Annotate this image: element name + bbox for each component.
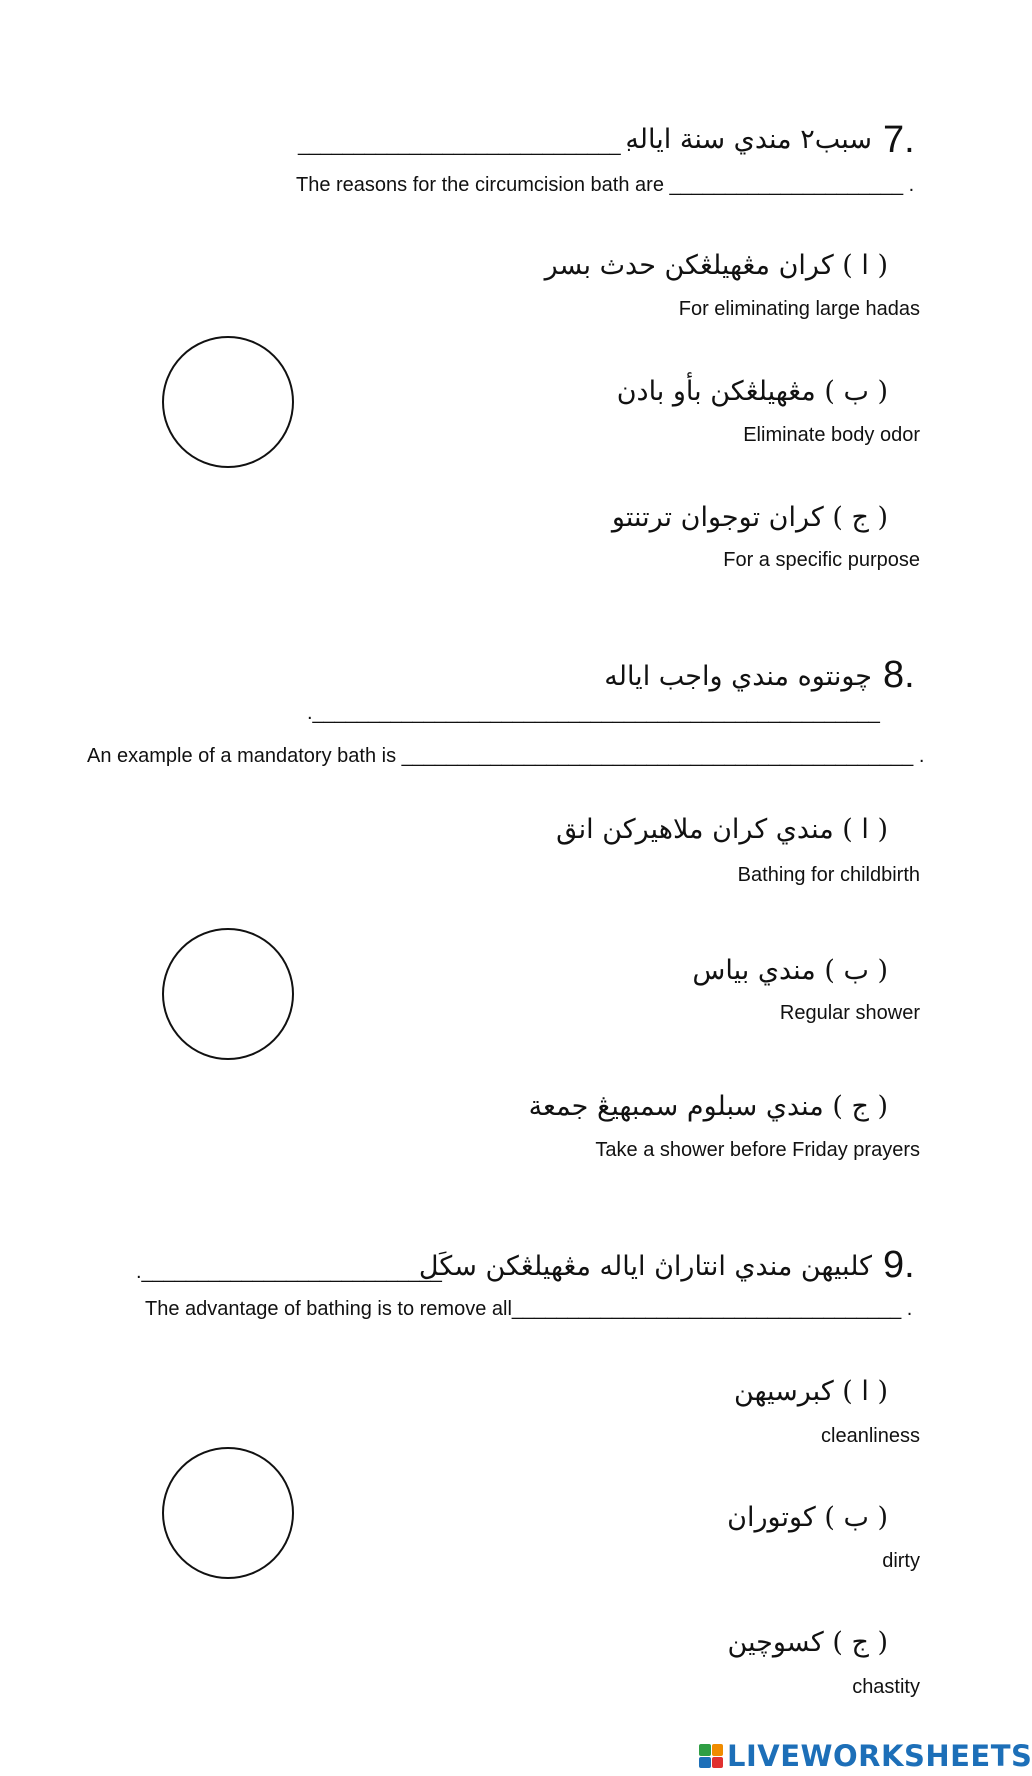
q7-number: 7. [883,119,915,161]
q8-english-prompt: An example of a mandatory bath is ______________________________________________ . [87,745,925,767]
q8-option-a-arabic: ( ا ) مندي كران ملاهيركن انق [556,814,888,845]
liveworksheets-logo-icon [699,1744,723,1768]
q8-option-a-english: Bathing for childbirth [737,864,920,886]
q7-option-b-arabic: ( ب ) مڠهيلڠكن بأو بادن [616,376,888,407]
q8-arabic-blank: .___________________________________________________ [307,702,880,724]
q9-answer-circle[interactable] [162,1447,294,1579]
q8-option-c-english: Take a shower before Friday prayers [595,1139,920,1161]
q7-english-prompt: The reasons for the circumcision bath are _____________________ . [296,174,915,196]
q9-option-c-arabic: ( ج ) كسوچين [727,1627,888,1658]
liveworksheets-logo-text: LIVEWORKSHEETS [727,1739,1032,1773]
q7-option-b-english: Eliminate body odor [743,424,920,446]
q9-option-a-arabic: ( ا ) كبرسيهن [734,1376,888,1407]
q7-answer-circle[interactable] [162,336,294,468]
q7-arabic-blank: _____________________________ . [298,134,632,156]
q8-option-b-arabic: ( ب ) مندي بياس [692,955,888,986]
q9-option-a-english: cleanliness [821,1425,920,1447]
q8-answer-circle[interactable] [162,928,294,1060]
q9-option-c-english: chastity [852,1676,920,1698]
q8-option-b-english: Regular shower [779,1002,920,1024]
q7-option-c-english: For a specific purpose [723,549,920,571]
q9-number: 9. [883,1244,915,1286]
q8-arabic-prompt: چونتوه مندي واجب اياله [604,661,872,692]
q9-option-b-english: dirty [882,1550,920,1572]
q8-option-c-arabic: ( ج ) مندي سبلوم سمبهيڠ جمعة [528,1091,888,1122]
q7-option-a-english: For eliminating large hadas [678,298,920,320]
q9-arabic-blank: .___________________________ [136,1261,442,1283]
q9-option-b-arabic: ( ب ) كوتوران [727,1502,888,1533]
q8-number: 8. [883,654,915,696]
q9-arabic-prompt: كلبيهن مندي انتاراڽ اياله مڠهيلڠكن سكَل [418,1251,872,1282]
q7-arabic-prompt: سبب٢ مندي سنة اياله [625,124,872,155]
liveworksheets-logo [699,1740,1032,1772]
q7-option-c-arabic: ( ج ) كران توجوان ترتنتو [611,502,888,533]
q7-option-a-arabic: ( ا ) كران مڠهيلڠكن حدث بسر [544,250,888,281]
q9-english-prompt: The advantage of bathing is to remove all___________________________________ . [145,1298,913,1320]
